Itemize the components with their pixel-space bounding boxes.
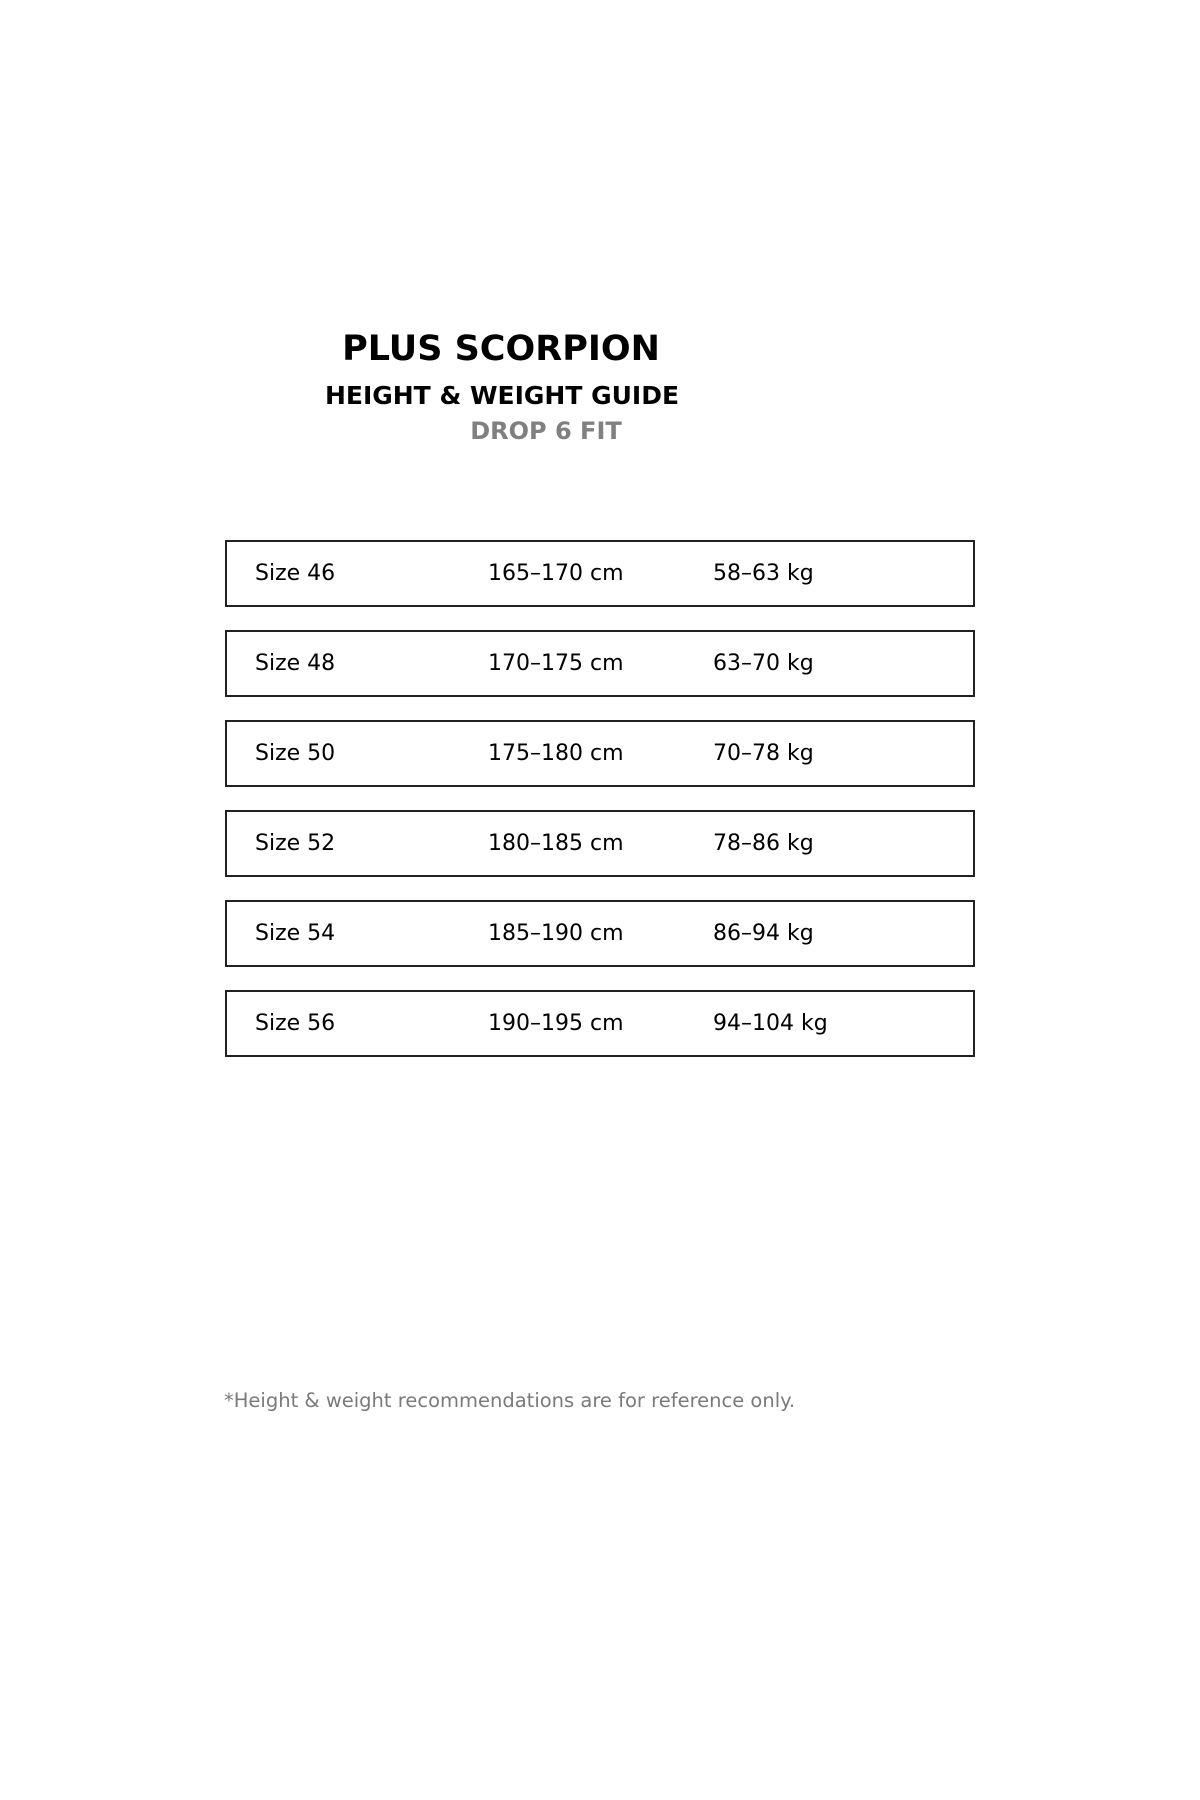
weight-cell: 70–78 kg [713, 741, 814, 766]
weight-cell: 63–70 kg [713, 651, 814, 676]
size-row [225, 990, 975, 1057]
fit-label: DROP 6 FIT [470, 417, 622, 445]
size-row [225, 630, 975, 697]
height-cell: 190–195 cm [488, 1011, 624, 1036]
size-cell: Size 52 [255, 831, 336, 856]
height-cell: 170–175 cm [488, 651, 624, 676]
size-cell: Size 54 [255, 921, 336, 946]
size-row [225, 810, 975, 877]
page-title: PLUS SCORPION [342, 329, 660, 369]
size-guide-table [225, 540, 975, 1080]
size-cell: Size 56 [255, 1011, 336, 1036]
weight-cell: 58–63 kg [713, 561, 814, 586]
guide-subtitle: HEIGHT & WEIGHT GUIDE [324, 381, 680, 410]
weight-cell: 78–86 kg [713, 831, 814, 856]
size-cell: Size 46 [255, 561, 336, 586]
size-row [225, 720, 975, 787]
height-cell: 165–170 cm [488, 561, 624, 586]
weight-cell: 94–104 kg [713, 1011, 828, 1036]
size-cell: Size 50 [255, 741, 336, 766]
weight-cell: 86–94 kg [713, 921, 814, 946]
height-cell: 180–185 cm [488, 831, 624, 856]
size-row [225, 540, 975, 607]
disclaimer-note: *Height & weight recommendations are for reference only. [224, 1389, 796, 1412]
height-cell: 185–190 cm [488, 921, 624, 946]
size-cell: Size 48 [255, 651, 336, 676]
size-row [225, 900, 975, 967]
height-cell: 175–180 cm [488, 741, 624, 766]
